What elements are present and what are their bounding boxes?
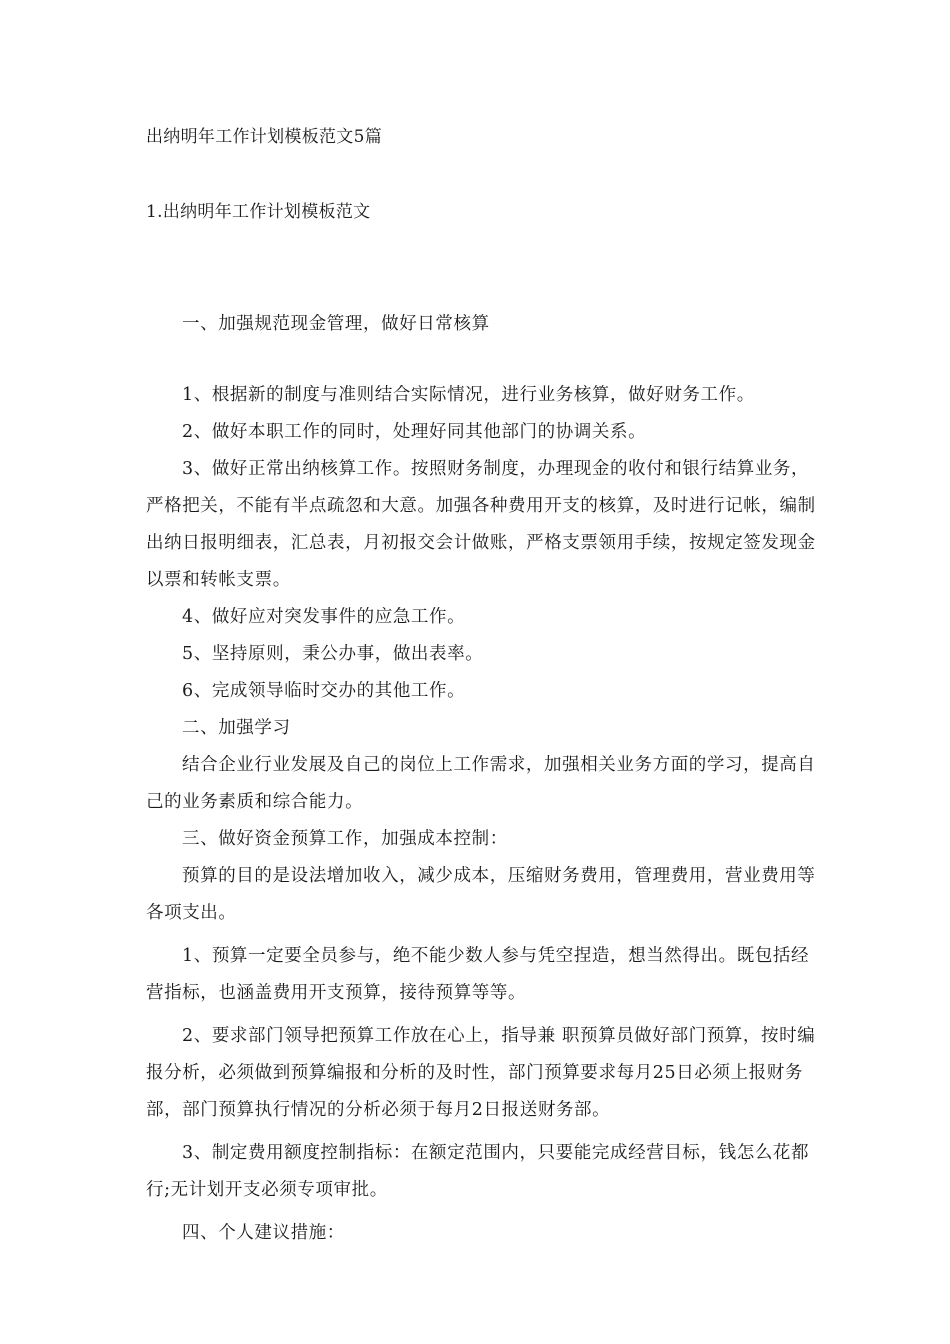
document-body	[146, 306, 822, 1252]
paragraph: 2、做好本职工作的同时，处理好同其他部门的协调关系。	[182, 422, 647, 442]
paragraph: 结合企业行业发展及自己的岗位上工作需求，加强相关业务方面的学习，提高自己的业务素质和综合能力。	[146, 755, 816, 812]
paragraph: 3、做好正常出纳核算工作。按照财务制度，办理现金的收付和银行结算业务，严格把关，不能有半点疏忽和大意。加强各种费用开支的核算，及时进行记帐，编制出纳日报明细表，汇总表，月初报交会计做账，严格支票领用手续，按规定签发现金以票和转帐支票。	[146, 459, 816, 590]
paragraph: 6、完成领导临时交办的其他工作。	[182, 681, 466, 701]
document-title: 出纳明年工作计划模板范文5篇	[146, 127, 383, 147]
paragraph: 3、制定费用额度控制指标：在额定范围内，只要能完成经营目标，钱怎么花都行;无计划开支必须专项审批。	[146, 1143, 810, 1200]
paragraph: 1、根据新的制度与准则结合实际情况，进行业务核算，做好财务工作。	[182, 385, 755, 405]
spacer	[146, 343, 822, 377]
heading-suggestions: 四、个人建议措施：	[182, 1223, 345, 1243]
paragraph: 2、要求部门领导把预算工作放在心上，指导兼 职预算员做好部门预算，按时编报分析，必须做到预算编报和分析的及时性，部门预算要求每月25日必须上报财务部，部门预算执行情况的分析必须于每月2日报送财务部。	[146, 1026, 816, 1120]
paragraph: 1、预算一定要全员参与，绝不能少数人参与凭空捏造，想当然得出。既包括经营指标，也涵盖费用开支预算，接待预算等等。	[146, 946, 810, 1003]
heading-budget: 三、做好资金预算工作，加强成本控制：	[182, 829, 508, 849]
paragraph: 预算的目的是设法增加收入，减少成本，压缩财务费用，管理费用，营业费用等各项支出。	[146, 866, 816, 923]
section-title: 1.出纳明年工作计划模板范文	[146, 202, 371, 222]
paragraph: 5、坚持原则，秉公办事，做出表率。	[182, 644, 484, 664]
heading-cash-management: 一、加强规范现金管理，做好日常核算	[182, 314, 490, 334]
heading-study: 二、加强学习	[182, 718, 291, 738]
paragraph: 4、做好应对突发事件的应急工作。	[182, 607, 466, 627]
